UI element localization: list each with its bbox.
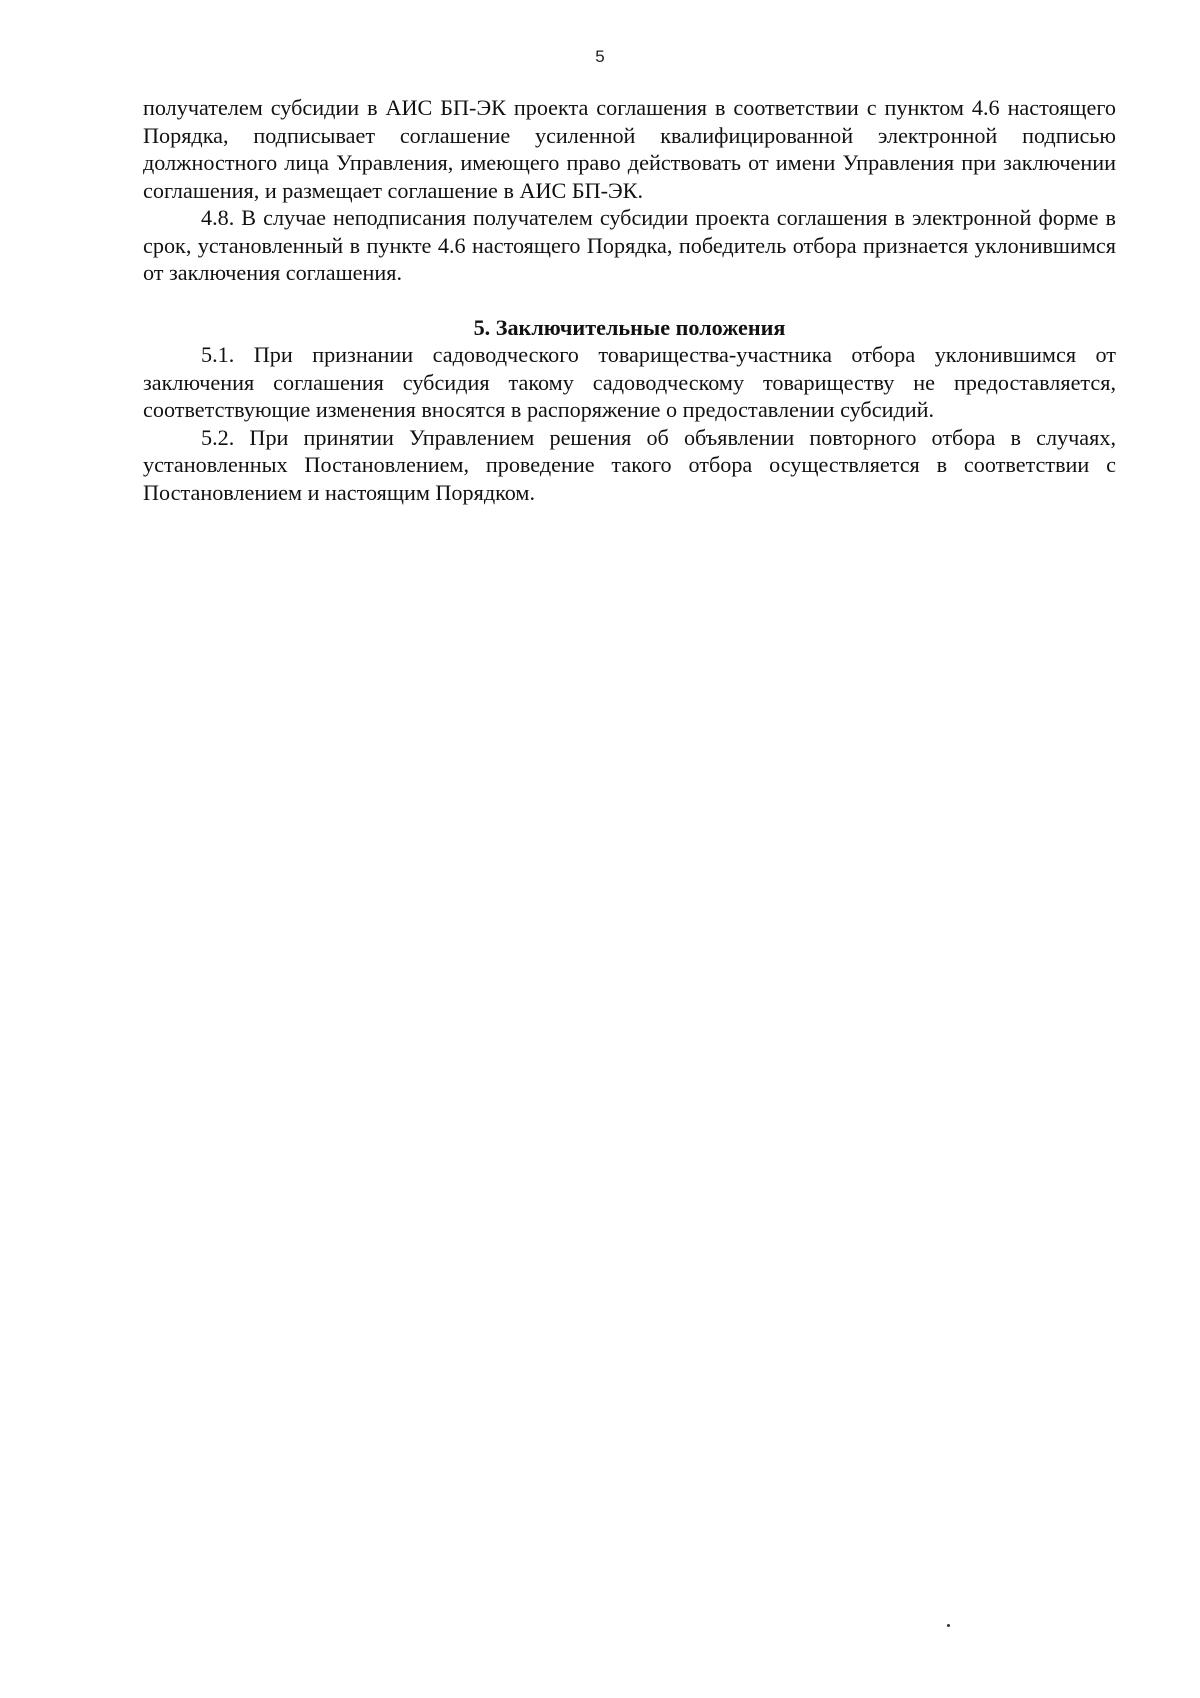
paragraph-4-8: 4.8. В случае неподписания получателем субсидии проекта соглашения в электронной форме в срок, установленный в пункте 4.6 настоящего Порядка, победитель отбора признается уклонившимся от заключения соглашения. (143, 205, 1116, 285)
page-number: 5 (595, 47, 605, 66)
document-body (143, 94, 1116, 506)
paragraph-continued: получателем субсидии в АИС БП-ЭК проекта соглашения в соответствии с пунктом 4.6 настоящего Порядка, подписывает соглашение усиленной квалифицированной электронной подписью должностного лица Управления, имеющего право действовать от имени Управления при заключении соглашения, и размещает соглашение в АИС БП-ЭК. (143, 95, 1116, 203)
section-5-title: 5. Заключительные положения (473, 314, 786, 340)
scan-speck (947, 1624, 950, 1627)
paragraph-5-2: 5.2. При принятии Управлением решения об объявлении повторного отбора в случаях, установленных Постановлением, проведение такого отбора осуществляется в соответствии с Постановлением и настоящим Порядком. (143, 424, 1116, 505)
paragraph-5-1: 5.1. При признании садоводческого товарищества-участника отбора уклонившимся от заключения соглашения субсидия такому садоводческому товариществу не предоставляется, соответствующие изменения вносятся в распоряжение о предоставлении субсидий. (143, 342, 1116, 422)
